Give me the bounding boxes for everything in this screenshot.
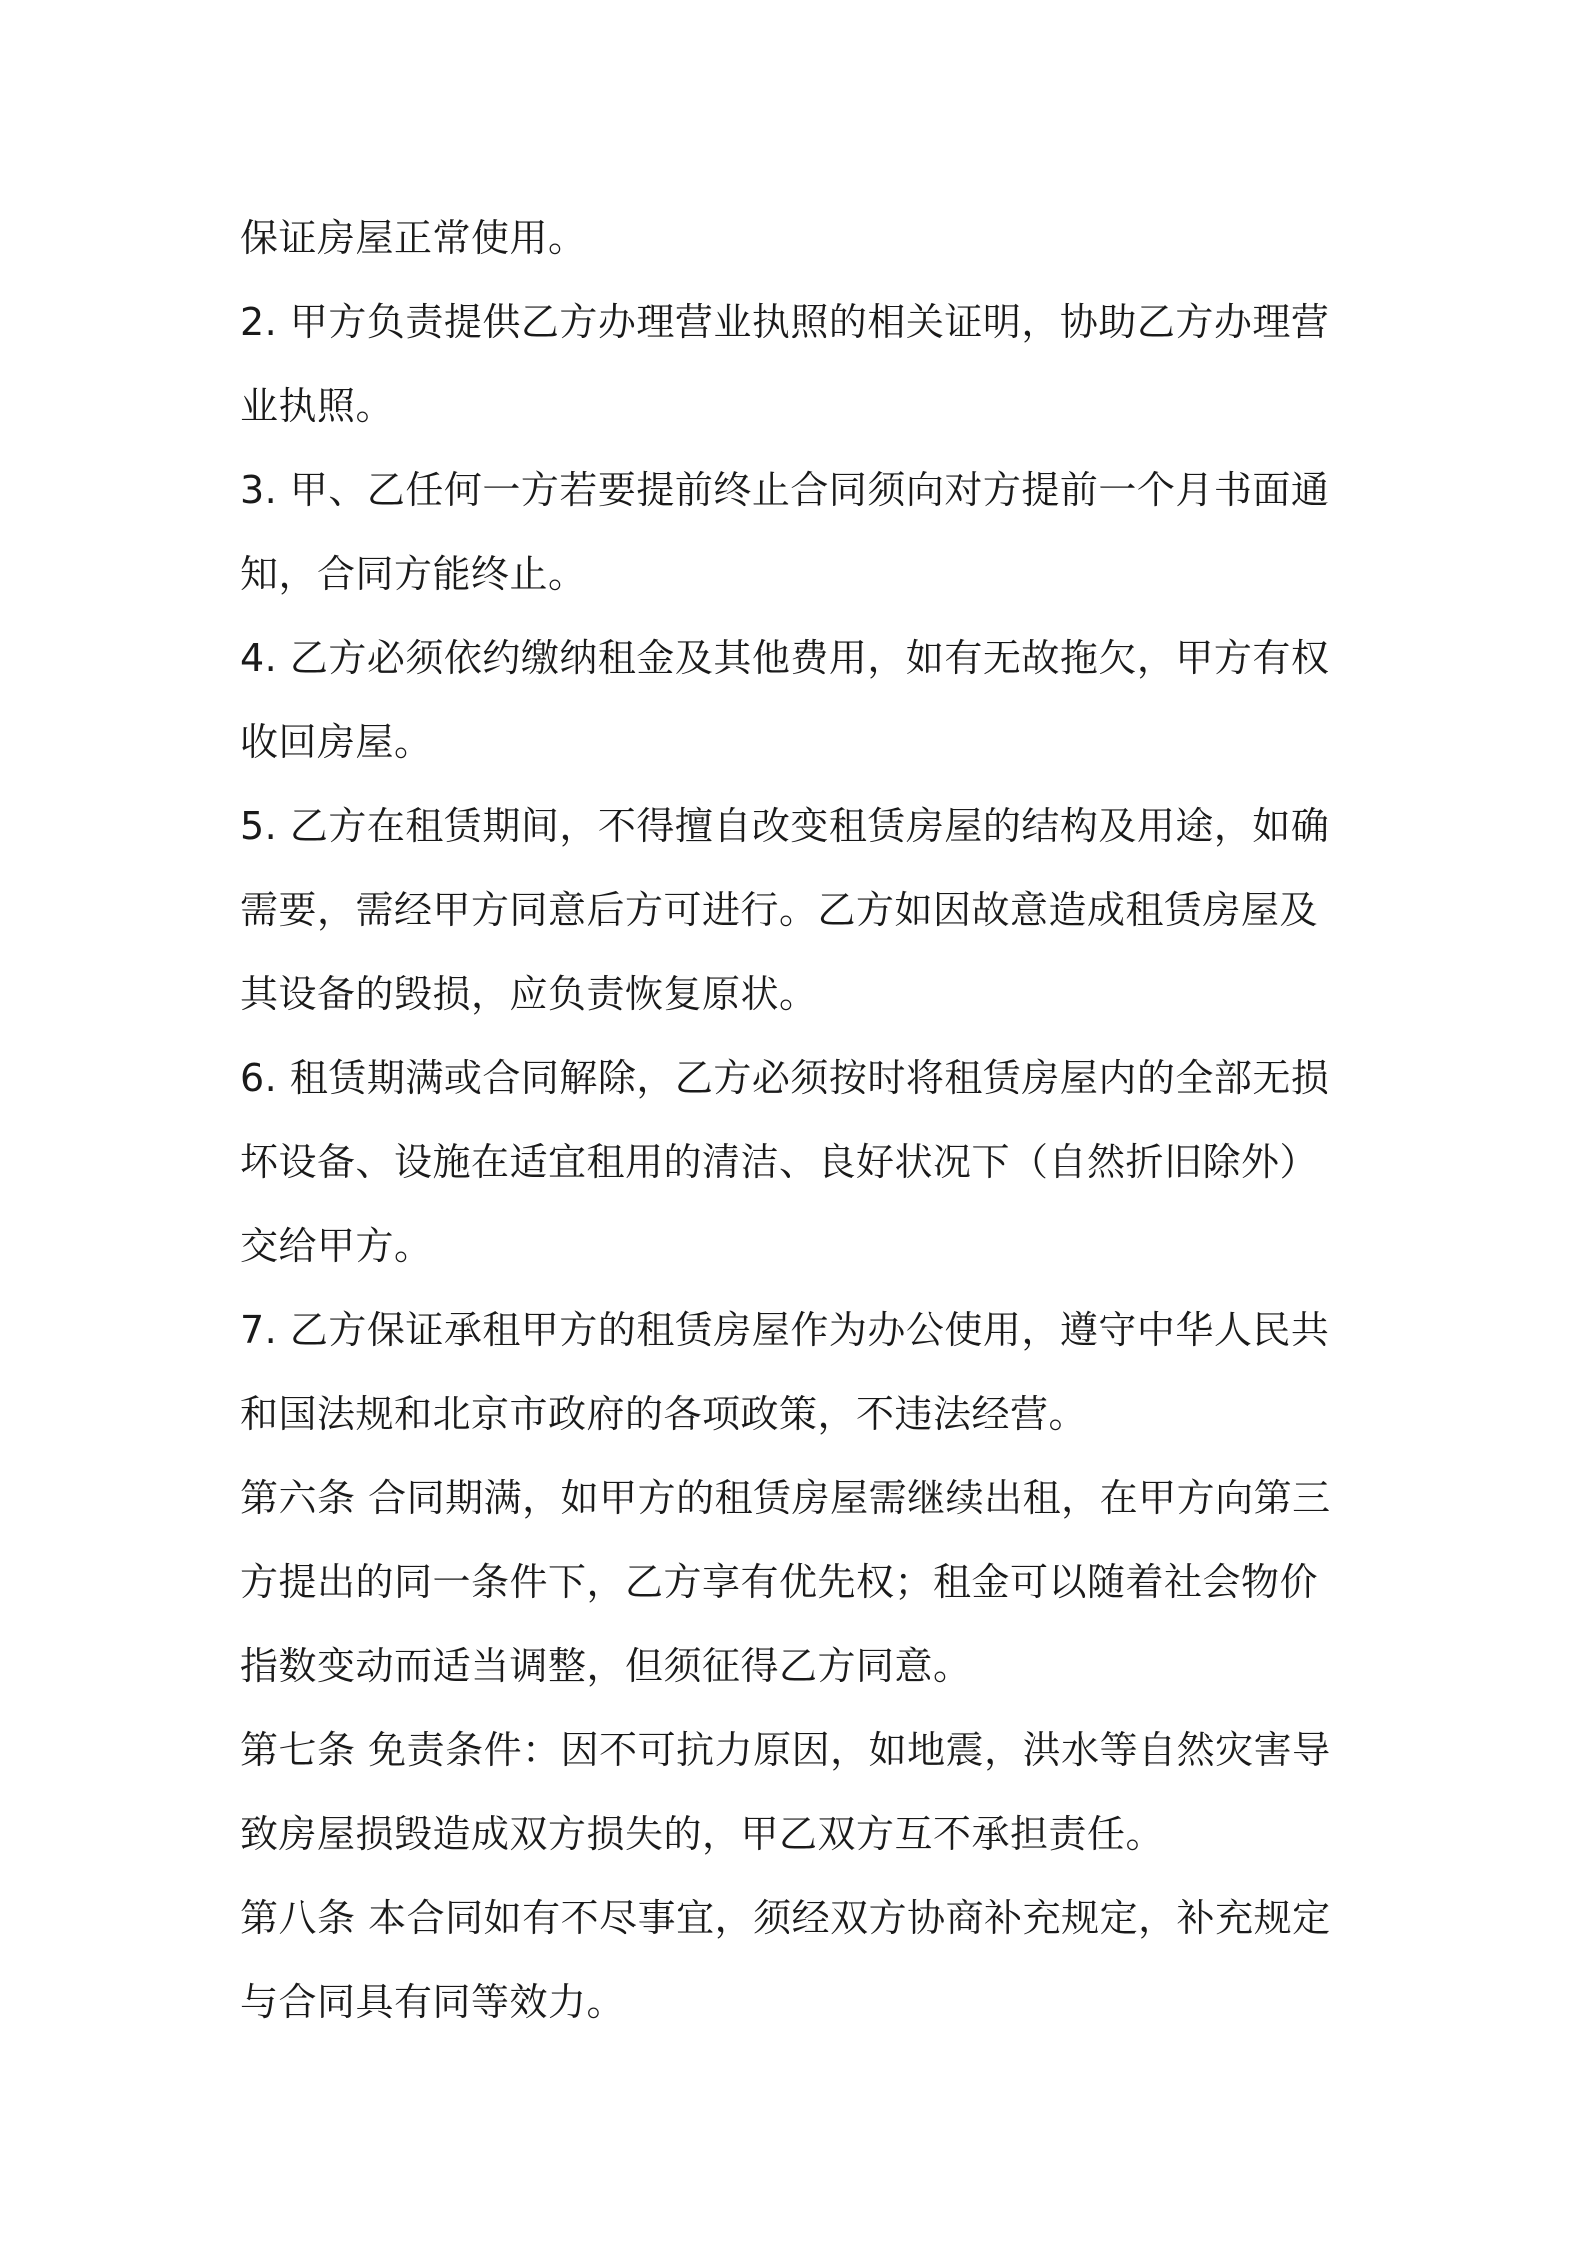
clause-7: 7. 乙方保证承租甲方的租赁房屋作为办公使用，遵守中华人民共和国法规和北京市政府的各项政策，不违法经营。 <box>240 1308 1330 1436</box>
article-6: 第六条 合同期满，如甲方的租赁房屋需继续出租，在甲方向第三方提出的同一条件下，乙方享有优先权；租金可以随着社会物价指数变动而适当调整，但须征得乙方同意。 <box>240 1476 1331 1688</box>
paragraph-continuation: 保证房屋正常使用。 <box>240 216 587 260</box>
clause-6: 6. 租赁期满或合同解除，乙方必须按时将租赁房屋内的全部无损坏设备、设施在适宜租用的清洁、良好状况下（自然折旧除外）交给甲方。 <box>240 1056 1330 1268</box>
clause-5: 5. 乙方在租赁期间，不得擅自改变租赁房屋的结构及用途，如确需要，需经甲方同意后方可进行。乙方如因故意造成租赁房屋及其设备的毁损，应负责恢复原状。 <box>240 804 1330 1016</box>
contract-text <box>240 196 1356 2044</box>
clause-4: 4. 乙方必须依约缴纳租金及其他费用，如有无故拖欠，甲方有权收回房屋。 <box>240 636 1330 764</box>
article-8: 第八条 本合同如有不尽事宜，须经双方协商补充规定，补充规定与合同具有同等效力。 <box>240 1896 1331 2024</box>
clause-2: 2. 甲方负责提供乙方办理营业执照的相关证明，协助乙方办理营业执照。 <box>240 300 1330 428</box>
clause-3: 3. 甲、乙任何一方若要提前终止合同须向对方提前一个月书面通知，合同方能终止。 <box>240 468 1330 596</box>
article-7: 第七条 免责条件：因不可抗力原因，如地震，洪水等自然灾害导致房屋损毁造成双方损失的，甲乙双方互不承担责任。 <box>240 1728 1331 1856</box>
